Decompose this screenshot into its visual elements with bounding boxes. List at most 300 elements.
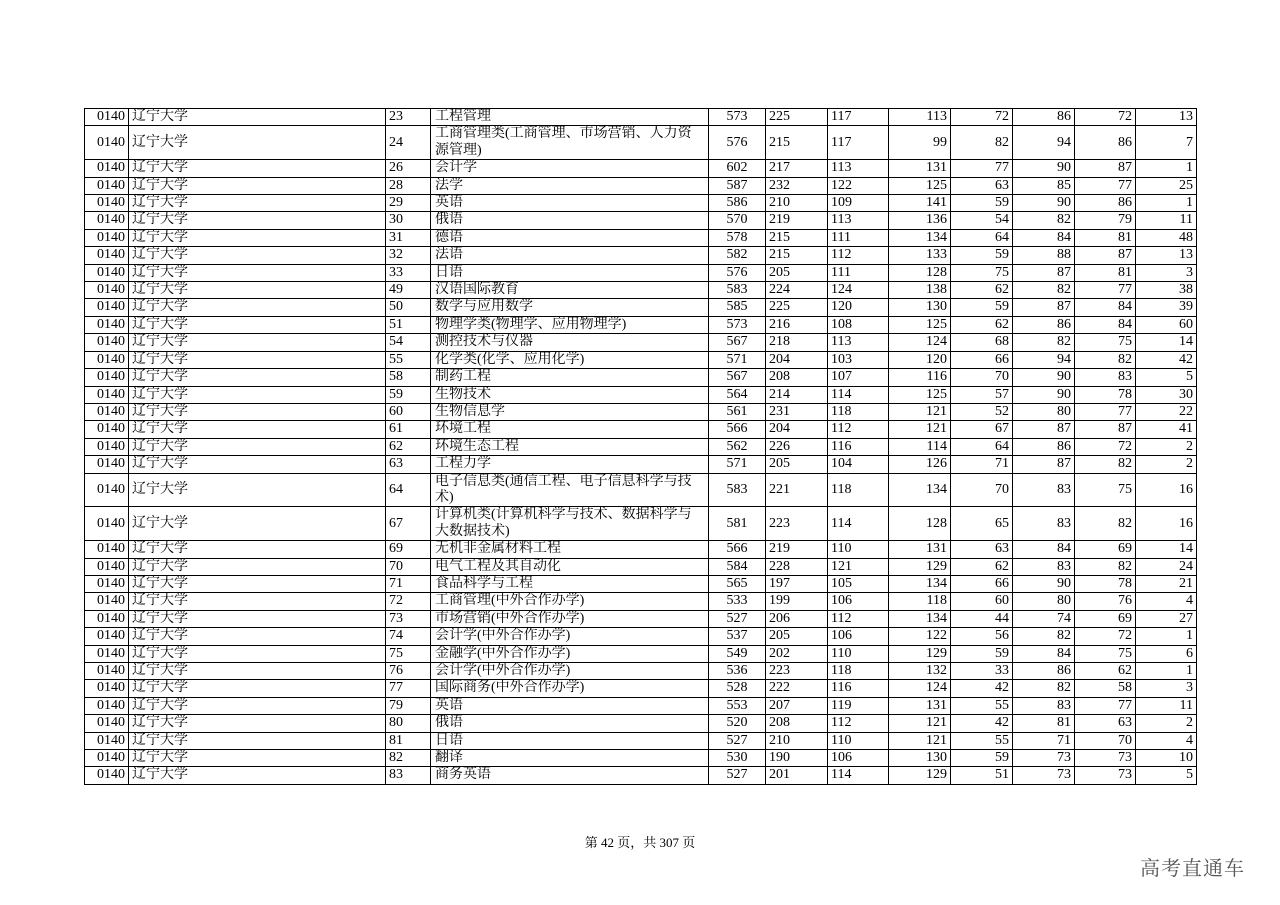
value-cell-2: 210 (766, 732, 828, 749)
value-cell-1: 562 (709, 438, 766, 455)
table-row (85, 645, 1197, 662)
table-row (85, 715, 1197, 732)
value-cell-6: 90 (1013, 160, 1075, 177)
value-cell-3: 109 (828, 195, 889, 212)
value-cell-1: 583 (709, 473, 766, 507)
value-cell-3: 110 (828, 645, 889, 662)
value-cell-5: 44 (951, 610, 1013, 627)
value-cell-7: 77 (1075, 282, 1136, 299)
school-code-cell: 0140 (85, 750, 129, 767)
value-cell-3: 118 (828, 473, 889, 507)
value-cell-2: 204 (766, 421, 828, 438)
major-name-cell: 翻译 (431, 750, 709, 767)
value-cell-5: 71 (951, 456, 1013, 473)
value-cell-5: 52 (951, 403, 1013, 420)
value-cell-3: 107 (828, 369, 889, 386)
value-cell-2: 215 (766, 247, 828, 264)
major-name-cell: 电气工程及其自动化 (431, 558, 709, 575)
value-cell-8: 1 (1136, 160, 1197, 177)
value-cell-7: 73 (1075, 767, 1136, 784)
value-cell-2: 201 (766, 767, 828, 784)
value-cell-6: 94 (1013, 126, 1075, 160)
value-cell-8: 4 (1136, 732, 1197, 749)
major-name-cell: 计算机类(计算机科学与技术、数据科学与大数据技术) (431, 507, 709, 541)
value-cell-8: 48 (1136, 229, 1197, 246)
value-cell-6: 88 (1013, 247, 1075, 264)
value-cell-7: 86 (1075, 195, 1136, 212)
major-name-cell: 商务英语 (431, 767, 709, 784)
value-cell-8: 30 (1136, 386, 1197, 403)
value-cell-6: 94 (1013, 351, 1075, 368)
value-cell-2: 223 (766, 663, 828, 680)
value-cell-6: 86 (1013, 438, 1075, 455)
value-cell-8: 1 (1136, 663, 1197, 680)
table-row (85, 593, 1197, 610)
major-name-cell: 食品科学与工程 (431, 575, 709, 592)
value-cell-1: 602 (709, 160, 766, 177)
school-code-cell: 0140 (85, 109, 129, 126)
value-cell-5: 66 (951, 351, 1013, 368)
value-cell-7: 72 (1075, 109, 1136, 126)
value-cell-7: 58 (1075, 680, 1136, 697)
value-cell-5: 42 (951, 715, 1013, 732)
school-code-cell: 0140 (85, 177, 129, 194)
value-cell-2: 221 (766, 473, 828, 507)
table-row (85, 456, 1197, 473)
school-name-cell: 辽宁大学 (129, 126, 386, 160)
table-row (85, 403, 1197, 420)
major-name-cell: 国际商务(中外合作办学) (431, 680, 709, 697)
value-cell-5: 63 (951, 177, 1013, 194)
value-cell-8: 25 (1136, 177, 1197, 194)
value-cell-5: 57 (951, 386, 1013, 403)
table-row (85, 212, 1197, 229)
major-name-cell: 会计学(中外合作办学) (431, 628, 709, 645)
value-cell-6: 87 (1013, 421, 1075, 438)
value-cell-2: 225 (766, 109, 828, 126)
value-cell-5: 63 (951, 541, 1013, 558)
value-cell-3: 110 (828, 541, 889, 558)
value-cell-1: 537 (709, 628, 766, 645)
school-name-cell: 辽宁大学 (129, 593, 386, 610)
major-code-cell: 29 (386, 195, 431, 212)
school-code-cell: 0140 (85, 247, 129, 264)
major-code-cell: 81 (386, 732, 431, 749)
school-code-cell: 0140 (85, 403, 129, 420)
value-cell-7: 72 (1075, 438, 1136, 455)
school-code-cell: 0140 (85, 369, 129, 386)
value-cell-6: 83 (1013, 473, 1075, 507)
value-cell-8: 4 (1136, 593, 1197, 610)
value-cell-7: 82 (1075, 351, 1136, 368)
value-cell-2: 223 (766, 507, 828, 541)
admission-score-table (84, 108, 1197, 785)
value-cell-3: 103 (828, 351, 889, 368)
value-cell-2: 205 (766, 264, 828, 281)
value-cell-4: 99 (889, 126, 951, 160)
value-cell-5: 62 (951, 558, 1013, 575)
value-cell-7: 75 (1075, 645, 1136, 662)
value-cell-4: 130 (889, 299, 951, 316)
value-cell-6: 87 (1013, 456, 1075, 473)
value-cell-5: 60 (951, 593, 1013, 610)
major-name-cell: 俄语 (431, 212, 709, 229)
school-name-cell: 辽宁大学 (129, 628, 386, 645)
value-cell-5: 59 (951, 750, 1013, 767)
school-code-cell: 0140 (85, 316, 129, 333)
major-name-cell: 法学 (431, 177, 709, 194)
value-cell-1: 533 (709, 593, 766, 610)
value-cell-8: 27 (1136, 610, 1197, 627)
table-row (85, 264, 1197, 281)
value-cell-8: 3 (1136, 264, 1197, 281)
major-code-cell: 64 (386, 473, 431, 507)
school-name-cell: 辽宁大学 (129, 316, 386, 333)
value-cell-1: 567 (709, 334, 766, 351)
value-cell-5: 67 (951, 421, 1013, 438)
major-code-cell: 51 (386, 316, 431, 333)
value-cell-2: 226 (766, 438, 828, 455)
value-cell-2: 215 (766, 229, 828, 246)
value-cell-5: 55 (951, 732, 1013, 749)
major-code-cell: 24 (386, 126, 431, 160)
major-code-cell: 80 (386, 715, 431, 732)
value-cell-7: 82 (1075, 507, 1136, 541)
value-cell-4: 131 (889, 541, 951, 558)
major-code-cell: 28 (386, 177, 431, 194)
value-cell-2: 218 (766, 334, 828, 351)
major-name-cell: 测控技术与仪器 (431, 334, 709, 351)
value-cell-6: 86 (1013, 663, 1075, 680)
value-cell-1: 573 (709, 109, 766, 126)
school-name-cell: 辽宁大学 (129, 247, 386, 264)
value-cell-3: 113 (828, 334, 889, 351)
school-name-cell: 辽宁大学 (129, 750, 386, 767)
value-cell-7: 73 (1075, 750, 1136, 767)
value-cell-8: 2 (1136, 456, 1197, 473)
value-cell-4: 130 (889, 750, 951, 767)
value-cell-1: 576 (709, 126, 766, 160)
value-cell-2: 205 (766, 628, 828, 645)
value-cell-7: 78 (1075, 575, 1136, 592)
value-cell-7: 84 (1075, 299, 1136, 316)
value-cell-4: 124 (889, 680, 951, 697)
value-cell-5: 64 (951, 438, 1013, 455)
value-cell-3: 104 (828, 456, 889, 473)
value-cell-6: 80 (1013, 593, 1075, 610)
value-cell-2: 207 (766, 697, 828, 714)
value-cell-1: 565 (709, 575, 766, 592)
value-cell-3: 112 (828, 715, 889, 732)
value-cell-5: 72 (951, 109, 1013, 126)
major-name-cell: 化学类(化学、应用化学) (431, 351, 709, 368)
major-name-cell: 俄语 (431, 715, 709, 732)
value-cell-8: 14 (1136, 541, 1197, 558)
value-cell-7: 62 (1075, 663, 1136, 680)
value-cell-5: 68 (951, 334, 1013, 351)
value-cell-7: 82 (1075, 456, 1136, 473)
major-code-cell: 72 (386, 593, 431, 610)
value-cell-8: 14 (1136, 334, 1197, 351)
table-row (85, 663, 1197, 680)
value-cell-3: 114 (828, 386, 889, 403)
school-name-cell: 辽宁大学 (129, 195, 386, 212)
school-name-cell: 辽宁大学 (129, 767, 386, 784)
value-cell-4: 134 (889, 610, 951, 627)
value-cell-2: 205 (766, 456, 828, 473)
value-cell-6: 82 (1013, 212, 1075, 229)
value-cell-7: 75 (1075, 473, 1136, 507)
major-name-cell: 英语 (431, 697, 709, 714)
major-code-cell: 76 (386, 663, 431, 680)
value-cell-3: 112 (828, 421, 889, 438)
value-cell-8: 13 (1136, 109, 1197, 126)
school-name-cell: 辽宁大学 (129, 421, 386, 438)
value-cell-1: 586 (709, 195, 766, 212)
value-cell-7: 83 (1075, 369, 1136, 386)
value-cell-5: 54 (951, 212, 1013, 229)
value-cell-7: 70 (1075, 732, 1136, 749)
table-row (85, 628, 1197, 645)
major-name-cell: 工程力学 (431, 456, 709, 473)
school-code-cell: 0140 (85, 575, 129, 592)
value-cell-8: 2 (1136, 715, 1197, 732)
school-name-cell: 辽宁大学 (129, 507, 386, 541)
value-cell-7: 69 (1075, 541, 1136, 558)
value-cell-8: 11 (1136, 212, 1197, 229)
table-row (85, 732, 1197, 749)
value-cell-2: 206 (766, 610, 828, 627)
school-code-cell: 0140 (85, 282, 129, 299)
value-cell-4: 121 (889, 715, 951, 732)
value-cell-3: 106 (828, 750, 889, 767)
value-cell-8: 16 (1136, 507, 1197, 541)
value-cell-4: 134 (889, 473, 951, 507)
major-name-cell: 制药工程 (431, 369, 709, 386)
value-cell-3: 111 (828, 229, 889, 246)
school-name-cell: 辽宁大学 (129, 229, 386, 246)
value-cell-2: 208 (766, 369, 828, 386)
value-cell-4: 114 (889, 438, 951, 455)
table-row (85, 369, 1197, 386)
table-row (85, 697, 1197, 714)
school-code-cell: 0140 (85, 351, 129, 368)
value-cell-3: 124 (828, 282, 889, 299)
value-cell-8: 11 (1136, 697, 1197, 714)
school-code-cell: 0140 (85, 558, 129, 575)
major-name-cell: 工程管理 (431, 109, 709, 126)
value-cell-2: 197 (766, 575, 828, 592)
value-cell-3: 117 (828, 109, 889, 126)
major-name-cell: 工商管理类(工商管理、市场营销、人力资源管理) (431, 126, 709, 160)
school-name-cell: 辽宁大学 (129, 160, 386, 177)
table-row (85, 680, 1197, 697)
major-code-cell: 62 (386, 438, 431, 455)
table-row (85, 160, 1197, 177)
value-cell-5: 66 (951, 575, 1013, 592)
school-code-cell: 0140 (85, 767, 129, 784)
major-code-cell: 70 (386, 558, 431, 575)
value-cell-1: 584 (709, 558, 766, 575)
value-cell-5: 75 (951, 264, 1013, 281)
value-cell-2: 232 (766, 177, 828, 194)
value-cell-6: 73 (1013, 767, 1075, 784)
value-cell-6: 80 (1013, 403, 1075, 420)
value-cell-4: 141 (889, 195, 951, 212)
value-cell-4: 125 (889, 177, 951, 194)
major-code-cell: 32 (386, 247, 431, 264)
table-row (85, 195, 1197, 212)
value-cell-2: 199 (766, 593, 828, 610)
value-cell-7: 76 (1075, 593, 1136, 610)
school-name-cell: 辽宁大学 (129, 282, 386, 299)
value-cell-6: 82 (1013, 334, 1075, 351)
table-row (85, 610, 1197, 627)
value-cell-1: 520 (709, 715, 766, 732)
value-cell-4: 129 (889, 645, 951, 662)
value-cell-4: 134 (889, 229, 951, 246)
major-name-cell: 法语 (431, 247, 709, 264)
major-name-cell: 生物技术 (431, 386, 709, 403)
school-name-cell: 辽宁大学 (129, 456, 386, 473)
value-cell-6: 87 (1013, 299, 1075, 316)
value-cell-8: 7 (1136, 126, 1197, 160)
value-cell-2: 208 (766, 715, 828, 732)
value-cell-4: 126 (889, 456, 951, 473)
school-code-cell: 0140 (85, 160, 129, 177)
major-code-cell: 61 (386, 421, 431, 438)
value-cell-7: 77 (1075, 403, 1136, 420)
major-name-cell: 市场营销(中外合作办学) (431, 610, 709, 627)
value-cell-3: 112 (828, 610, 889, 627)
table-row (85, 247, 1197, 264)
value-cell-7: 69 (1075, 610, 1136, 627)
value-cell-4: 136 (889, 212, 951, 229)
value-cell-3: 108 (828, 316, 889, 333)
value-cell-1: 578 (709, 229, 766, 246)
value-cell-4: 120 (889, 351, 951, 368)
value-cell-7: 82 (1075, 558, 1136, 575)
value-cell-4: 121 (889, 732, 951, 749)
school-code-cell: 0140 (85, 386, 129, 403)
major-code-cell: 59 (386, 386, 431, 403)
value-cell-2: 219 (766, 212, 828, 229)
value-cell-8: 10 (1136, 750, 1197, 767)
school-name-cell: 辽宁大学 (129, 558, 386, 575)
value-cell-1: 530 (709, 750, 766, 767)
major-name-cell: 环境工程 (431, 421, 709, 438)
value-cell-4: 129 (889, 767, 951, 784)
value-cell-5: 77 (951, 160, 1013, 177)
major-code-cell: 73 (386, 610, 431, 627)
value-cell-3: 113 (828, 212, 889, 229)
value-cell-5: 62 (951, 282, 1013, 299)
major-name-cell: 会计学 (431, 160, 709, 177)
school-name-cell: 辽宁大学 (129, 732, 386, 749)
value-cell-2: 215 (766, 126, 828, 160)
value-cell-6: 81 (1013, 715, 1075, 732)
value-cell-1: 564 (709, 386, 766, 403)
school-code-cell: 0140 (85, 541, 129, 558)
value-cell-8: 6 (1136, 645, 1197, 662)
value-cell-3: 120 (828, 299, 889, 316)
value-cell-3: 121 (828, 558, 889, 575)
school-code-cell: 0140 (85, 593, 129, 610)
value-cell-2: 219 (766, 541, 828, 558)
value-cell-6: 74 (1013, 610, 1075, 627)
value-cell-6: 86 (1013, 109, 1075, 126)
value-cell-4: 124 (889, 334, 951, 351)
major-code-cell: 63 (386, 456, 431, 473)
major-code-cell: 69 (386, 541, 431, 558)
value-cell-8: 38 (1136, 282, 1197, 299)
value-cell-6: 82 (1013, 680, 1075, 697)
value-cell-2: 214 (766, 386, 828, 403)
school-code-cell: 0140 (85, 212, 129, 229)
school-name-cell: 辽宁大学 (129, 299, 386, 316)
value-cell-4: 113 (889, 109, 951, 126)
major-code-cell: 79 (386, 697, 431, 714)
value-cell-8: 5 (1136, 369, 1197, 386)
major-code-cell: 60 (386, 403, 431, 420)
value-cell-8: 1 (1136, 628, 1197, 645)
value-cell-7: 78 (1075, 386, 1136, 403)
value-cell-3: 105 (828, 575, 889, 592)
table-row (85, 473, 1197, 507)
major-code-cell: 77 (386, 680, 431, 697)
value-cell-3: 122 (828, 177, 889, 194)
school-name-cell: 辽宁大学 (129, 264, 386, 281)
value-cell-4: 118 (889, 593, 951, 610)
value-cell-4: 134 (889, 575, 951, 592)
value-cell-2: 225 (766, 299, 828, 316)
table-row (85, 299, 1197, 316)
value-cell-3: 111 (828, 264, 889, 281)
value-cell-5: 42 (951, 680, 1013, 697)
major-name-cell: 英语 (431, 195, 709, 212)
value-cell-6: 84 (1013, 229, 1075, 246)
school-code-cell: 0140 (85, 438, 129, 455)
value-cell-3: 116 (828, 438, 889, 455)
table-row (85, 507, 1197, 541)
value-cell-3: 114 (828, 767, 889, 784)
value-cell-1: 567 (709, 369, 766, 386)
value-cell-6: 85 (1013, 177, 1075, 194)
major-code-cell: 75 (386, 645, 431, 662)
value-cell-7: 81 (1075, 264, 1136, 281)
value-cell-1: 570 (709, 212, 766, 229)
table-row (85, 334, 1197, 351)
value-cell-3: 106 (828, 628, 889, 645)
value-cell-2: 231 (766, 403, 828, 420)
value-cell-6: 83 (1013, 697, 1075, 714)
school-code-cell: 0140 (85, 645, 129, 662)
major-code-cell: 49 (386, 282, 431, 299)
value-cell-7: 87 (1075, 160, 1136, 177)
major-name-cell: 环境生态工程 (431, 438, 709, 455)
value-cell-1: 527 (709, 767, 766, 784)
value-cell-3: 118 (828, 663, 889, 680)
value-cell-8: 24 (1136, 558, 1197, 575)
watermark-text: 高考直通车 (1140, 856, 1245, 880)
value-cell-7: 87 (1075, 247, 1136, 264)
major-code-cell: 31 (386, 229, 431, 246)
value-cell-1: 581 (709, 507, 766, 541)
major-code-cell: 67 (386, 507, 431, 541)
table-row (85, 438, 1197, 455)
school-code-cell: 0140 (85, 229, 129, 246)
value-cell-6: 90 (1013, 575, 1075, 592)
